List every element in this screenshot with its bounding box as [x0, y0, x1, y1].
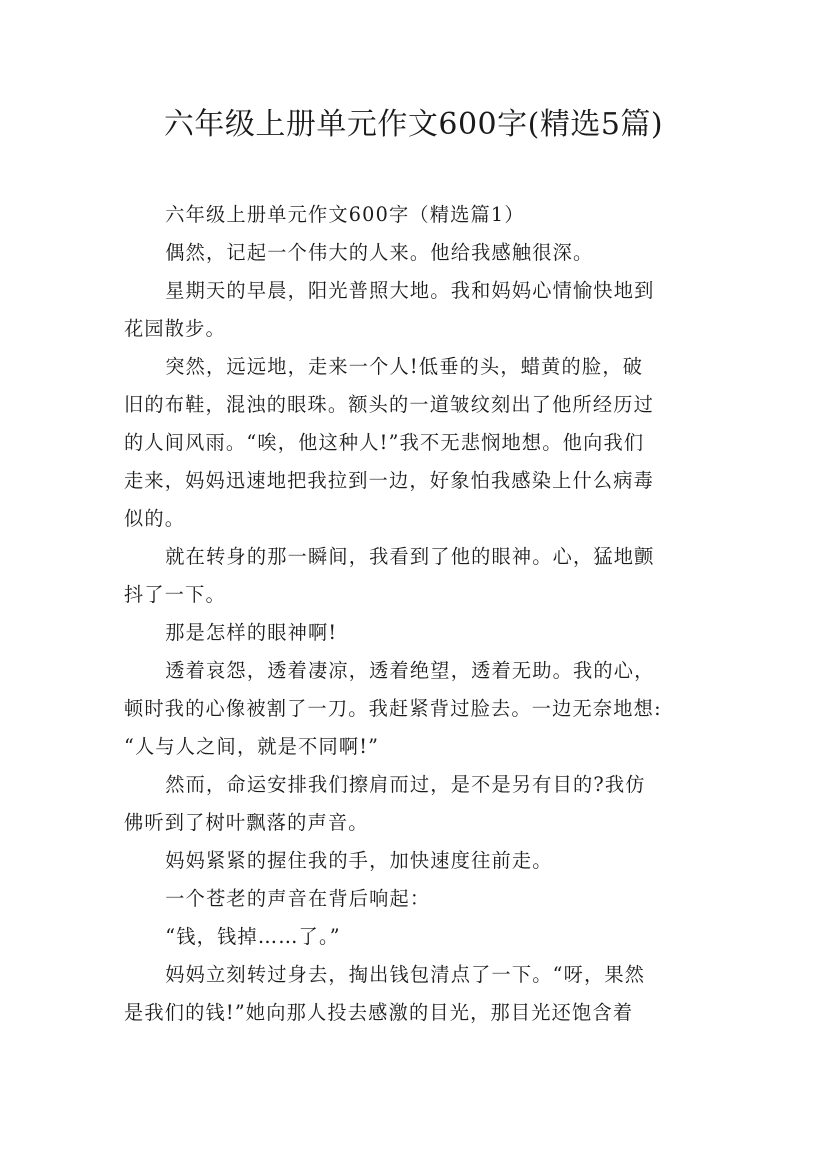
paragraph-heading [124, 196, 708, 234]
paragraph [124, 272, 708, 348]
paragraph [124, 880, 708, 918]
text-line: 然而，命运安排我们擦肩而过，是不是另有目的?我仿 [165, 773, 646, 796]
paragraph [124, 652, 708, 766]
text-line: “人与人之间，就是不同啊!” [124, 735, 380, 758]
paragraph [124, 614, 708, 652]
text-line: 透着哀怨，透着凄凉，透着绝望，透着无助。我的心， [165, 659, 655, 682]
text-line: 六年级上册单元作文600字（精选篇1） [165, 203, 525, 226]
paragraph [124, 234, 708, 272]
text-line: 一个苍老的声音在背后响起： [165, 887, 431, 910]
document-body [124, 196, 708, 1032]
paragraph [124, 956, 708, 1032]
paragraph [124, 766, 708, 842]
text-line: 佛听到了树叶飘落的声音。 [124, 811, 369, 834]
text-line: 突然，远远地，走来一个人!低垂的头，蜡黄的脸，破 [165, 355, 644, 378]
paragraph [124, 538, 708, 614]
text-line: 花园散步。 [124, 317, 226, 340]
text-line: 就在转身的那一瞬间，我看到了他的眼神。心，猛地颤 [165, 545, 655, 568]
text-line: 抖了一下。 [124, 583, 226, 606]
text-line: 偶然，记起一个伟大的人来。他给我感触很深。 [165, 241, 594, 264]
text-line: 星期天的早晨，阳光普照大地。我和妈妈心情愉快地到 [165, 279, 655, 302]
text-line: 顿时我的心像被割了一刀。我赶紧背过脸去。一边无奈地想: [124, 697, 662, 720]
text-line: 旧的布鞋，混浊的眼珠。额头的一道皱纹刻出了他所经历过 [124, 393, 655, 416]
text-line: “钱，钱掉……了。” [165, 925, 341, 948]
paragraph [124, 918, 708, 956]
document-title: 六年级上册单元作文600字(精选5篇) [163, 107, 664, 142]
text-line: 的人间风雨。“唉，他这种人!”我不无悲悯地想。他向我们 [124, 431, 645, 454]
text-line: 是我们的钱!”她向那人投去感激的目光，那目光还饱含着 [124, 1001, 634, 1024]
text-line: 走来，妈妈迅速地把我拉到一边，好象怕我感染上什么病毒 [124, 469, 655, 492]
text-line: 那是怎样的眼神啊! [165, 621, 338, 644]
text-line: 妈妈紧紧的握住我的手，加快速度往前走。 [165, 849, 553, 872]
paragraph [124, 842, 708, 880]
text-line: 妈妈立刻转过身去，掏出钱包清点了一下。“呀，果然 [165, 963, 646, 986]
paragraph [124, 348, 708, 538]
text-line: 似的。 [124, 507, 186, 530]
